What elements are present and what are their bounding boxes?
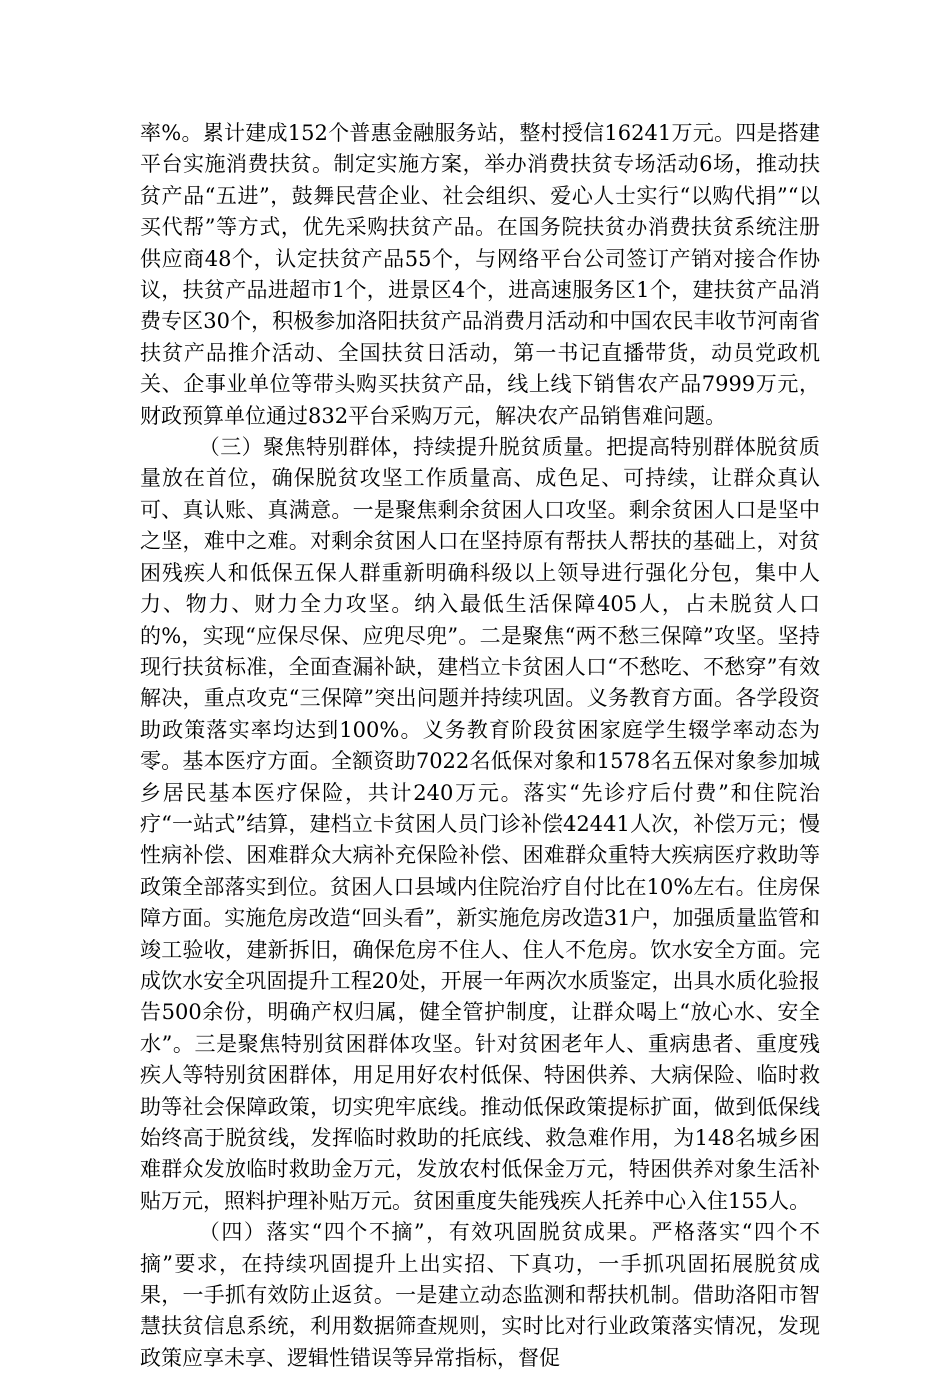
paragraph-special-groups: （三）聚焦特别群体，持续提升脱贫质量。把提高特别群体脱贫质量放在首位，确保脱贫攻坚工作质量高、成色足、可持续，让群众真认可、真认账、真满意。一是聚焦剩余贫困人口攻坚。剩余贫困人口是坚中之坚，难中之难。对剩余贫困人口在坚持原有帮扶人帮扶的基础上，对贫困残疾人和低保五保人群重新明确科级以上领导进行强化分包，集中人力、物力、财力全力攻坚。纳入最低生活保障405人，占未脱贫人口的%，实现“应保尽保、应兜尽兜”。二是聚焦“两不愁三保障”攻坚。坚持现行扶贫标准，全面查漏补缺，建档立卡贫困人口“不愁吃、不愁穿”有效解决，重点攻克“三保障”突出问题并持续巩固。义务教育方面。各学段资助政策落实率均达到100%。义务教育阶段贫困家庭学生辍学率动态为零。基本医疗方面。全额资助7022名低保对象和1578名五保对象参加城乡居民基本医疗保险，共计240万元。落实“先诊疗后付费”和住院治疗“一站式”结算，建档立卡贫困人员门诊补偿42441人次，补偿万元；慢性病补偿、困难群众大病补充保险补偿、困难群众重特大疾病医疗救助等政策全部落实到位。贫困人口县域内住院治疗自付比在10%左右。住房保障方面。实施危房改造“回头看”，新实施危房改造31户，加强质量监管和竣工验收，建新拆旧，确保危房不住人、住人不危房。饮水安全方面。完成饮水安全巩固提升工程20处，开展一年两次水质鉴定，出具水质化验报告500余份，明确产权归属，健全管护制度，让群众喝上“放心水、安全水”。三是聚焦特别贫困群体攻坚。针对贫困老年人、重病患者、重度残疾人等特别贫困群体，用足用好农村低保、特困供养、大病保险、临时救助等社会保障政策，切实兜牢底线。推动低保政策提标扩面，做到低保线始终高于脱贫线，发挥临时救助的托底线、救急难作用，为148名城乡困难群众发放临时救助金万元，发放农村低保金万元，特困供养对象生活补贴万元，照料护理补贴万元。贫困重度失能残疾人托养中心入住155人。 [140, 435, 820, 1213]
paragraph-four-not-remove: （四）落实“四个不摘”，有效巩固脱贫成果。严格落实“四个不摘”要求，在持续巩固提升上出实招、下真功，一手抓巩固拓展脱贫成果，一手抓有效防止返贫。一是建立动态监测和帮扶机制。借助洛阳市智慧扶贫信息系统，利用数据筛查规则，实时比对行业政策落实情况，发现政策应享未享、逻辑性错误等异常指标，督促 [140, 1220, 820, 1370]
document-page [140, 118, 820, 1374]
paragraph-consumption-poverty: 率%。累计建成152个普惠金融服务站，整村授信16241万元。四是搭建平台实施消费扶贫。制定实施方案，举办消费扶贫专场活动6场，推动扶贫产品“五进”，鼓舞民营企业、社会组织、爱心人士实行“以购代捐”“以买代帮”等方式，优先采购扶贫产品。在国务院扶贫办消费扶贫系统注册供应商48个，认定扶贫产品55个，与网络平台公司签订产销对接合作协议，扶贫产品进超市1个，进景区4个，进高速服务区1个，建扶贫产品消费专区30个，积极参加洛阳扶贫产品消费月活动和中国农民丰收节河南省扶贫产品推介活动、全国扶贫日活动，第一书记直播带货，动员党政机关、企事业单位等带头购买扶贫产品，线上线下销售农产品7999万元，财政预算单位通过832平台采购万元，解决农产品销售难问题。 [140, 121, 820, 428]
